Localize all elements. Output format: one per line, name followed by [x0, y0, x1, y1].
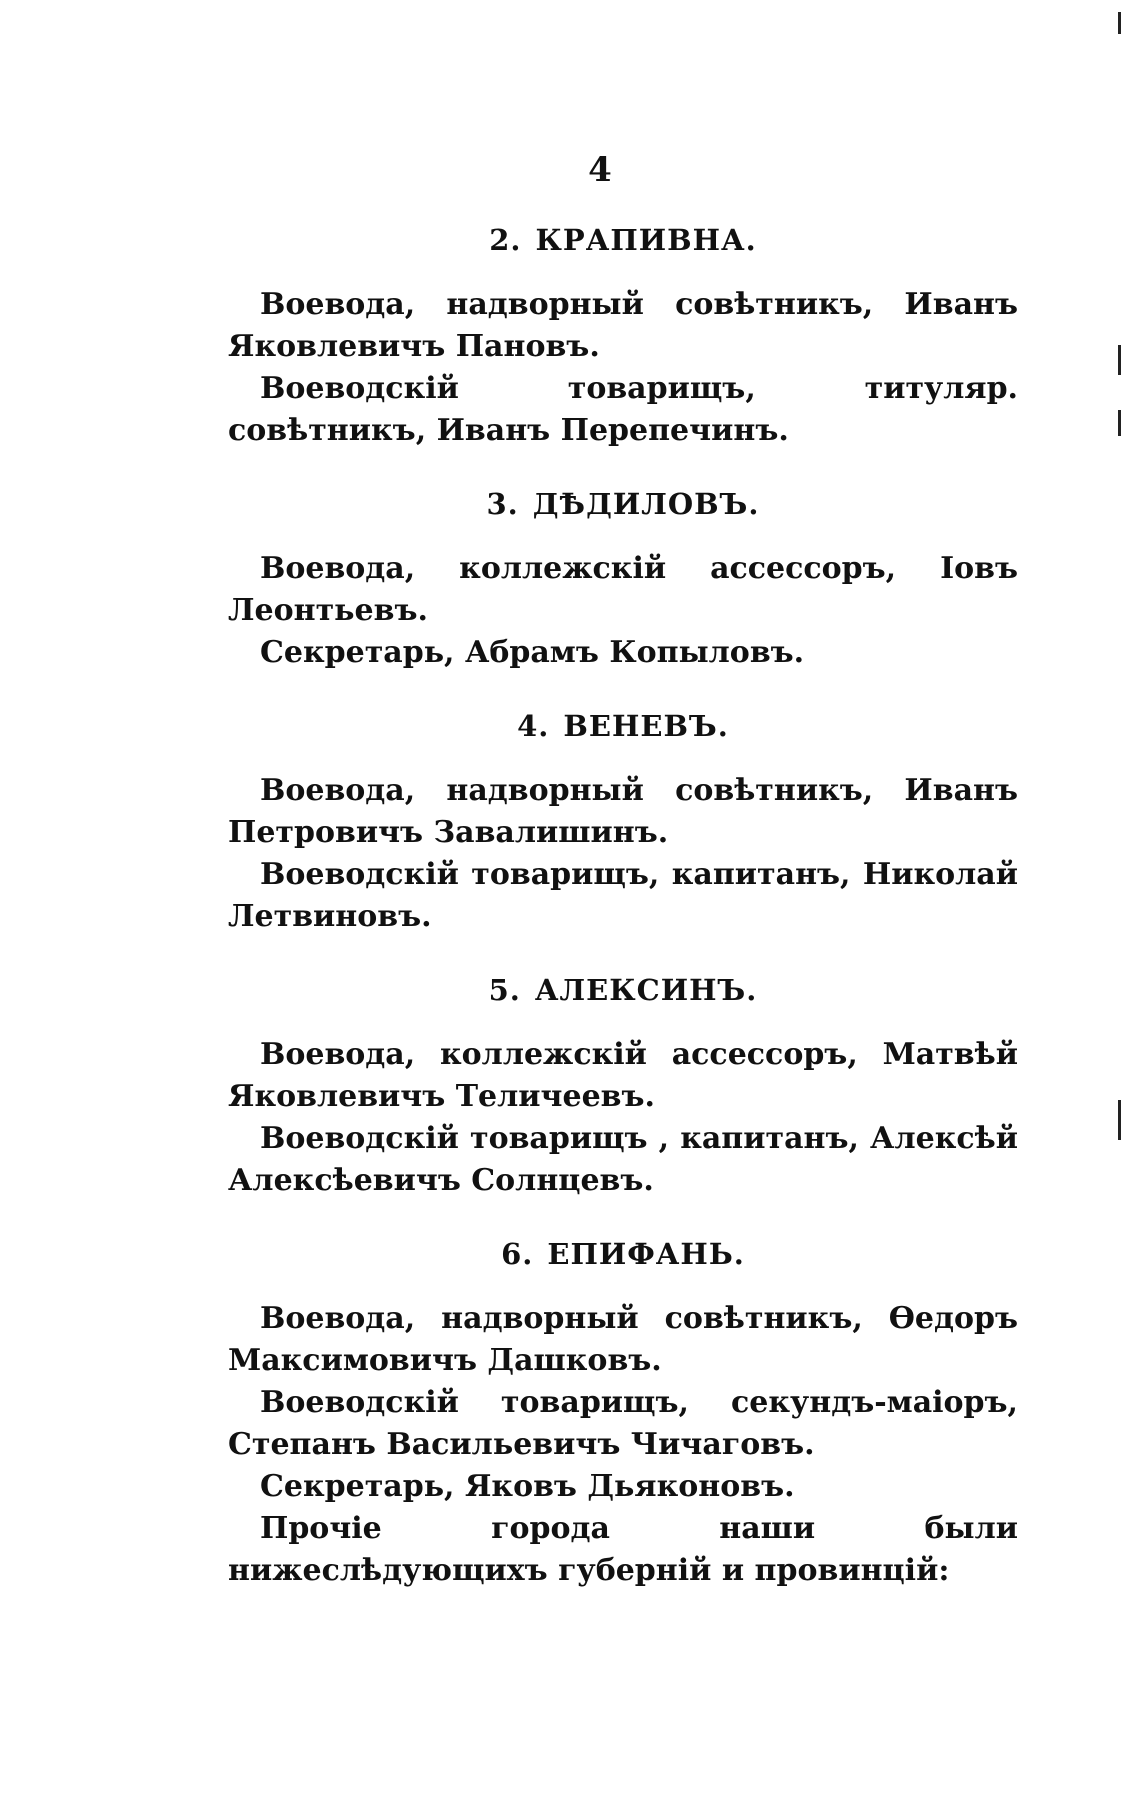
entry: Воевода, коллежскій ассессоръ, Матвѣй Яковлевичъ Теличеевъ.: [228, 1037, 1018, 1114]
scan-mark: [1118, 1100, 1121, 1140]
entry: Секретарь, Абрамъ Копыловъ.: [260, 635, 805, 670]
section-number: 6.: [501, 1237, 534, 1271]
section-number: 2.: [489, 223, 522, 257]
section-aleksin: [228, 968, 1018, 1202]
scan-mark: [1118, 12, 1121, 34]
section-number: 3.: [486, 487, 519, 521]
section-title: ЕПИФАНЬ.: [547, 1237, 745, 1271]
section-heading: [228, 218, 1018, 262]
entry: Воевода, коллежскій ассессоръ, Іовъ Леонтьевъ.: [228, 551, 1018, 628]
section-title: ДѢДИЛОВЪ.: [532, 487, 760, 521]
entry: Воеводскій товарищъ, секундъ-маіоръ, Степанъ Васильевичъ Чичаговъ.: [228, 1385, 1018, 1462]
section-number: 4.: [517, 709, 550, 743]
page-body: [228, 218, 1018, 1592]
section-venev: [228, 704, 1018, 938]
entry: Воеводскій товарищъ, титуляр. совѣтникъ, Иванъ Перепечинъ.: [228, 371, 1018, 448]
entry: Секретарь, Яковъ Дьяконовъ.: [260, 1469, 795, 1504]
section-krapivna: [228, 218, 1018, 452]
scan-mark: [1118, 410, 1121, 436]
entry: Воевода, надворный совѣтникъ, Ѳедоръ Максимовичъ Дашковъ.: [228, 1301, 1018, 1378]
entry: Воевода, надворный совѣтникъ, Иванъ Яковлевичъ Пановъ.: [228, 287, 1018, 364]
section-heading: [228, 1232, 1018, 1276]
section-title: ВЕНЕВЪ.: [563, 709, 729, 743]
scan-mark: [1118, 345, 1121, 375]
section-title: КРАПИВНА.: [535, 223, 757, 257]
section-title: АЛЕКСИНЪ.: [534, 973, 758, 1007]
entry: Воеводскій товарищъ , капитанъ, Алексѣй Алексѣевичъ Солнцевъ.: [228, 1121, 1018, 1198]
entry: Воеводскій товарищъ, капитанъ, Николай Летвиновъ.: [228, 857, 1018, 934]
section-heading: [228, 968, 1018, 1012]
entry: Прочіе города наши были нижеслѣдующихъ губерній и провинцій:: [228, 1511, 1018, 1588]
entry: Воевода, надворный совѣтникъ, Иванъ Петровичъ Завалишинъ.: [228, 773, 1018, 850]
section-dedilov: [228, 482, 1018, 674]
section-epifan: [228, 1232, 1018, 1592]
section-heading: [228, 482, 1018, 526]
section-heading: [228, 704, 1018, 748]
page-number: 4: [588, 150, 612, 190]
section-number: 5.: [488, 973, 521, 1007]
